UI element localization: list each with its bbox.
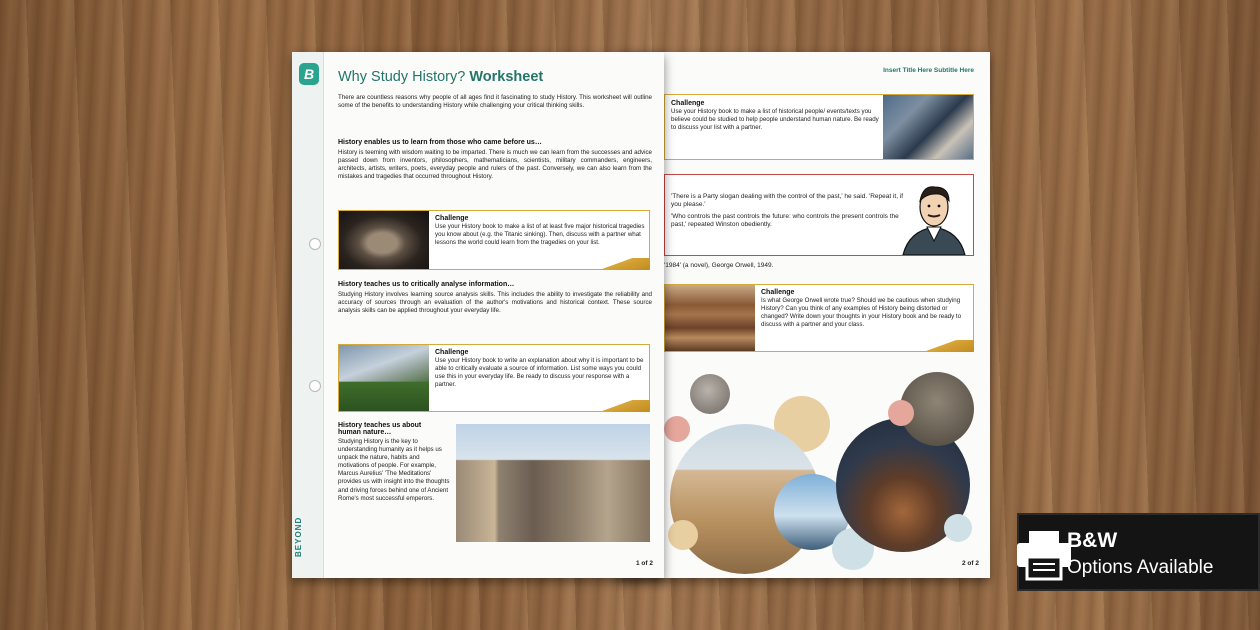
orwell-portrait-icon <box>899 179 969 255</box>
challenge2-heading: Challenge <box>435 349 469 356</box>
challenge4-text: Is what George Orwell wrote true? Should we be cautious when studying History? Can you think of any examples of History being distorted or changed? Write down your thoughts in your History book and be ready to discuss with a partner and your class. <box>761 297 962 328</box>
page-number: 2 of 2 <box>962 560 979 567</box>
worksheet-page-2 <box>618 52 990 578</box>
machu-picchu-image <box>339 345 429 411</box>
challenge1-heading: Challenge <box>435 215 469 222</box>
beyond-logo-icon: B <box>299 63 319 85</box>
page-number: 1 of 2 <box>636 560 653 567</box>
title-regular: Why Study History? <box>338 69 466 85</box>
quote-line-1: 'There is a Party slogan dealing with the control of the past,' he said. 'Repeat it, if you please.' <box>671 193 904 209</box>
quote-line-2: 'Who controls the past controls the future: who controls the present controls the past,' repeated Winston obediently. <box>671 212 899 228</box>
section2-heading: History teaches us to critically analyse information… <box>338 281 515 288</box>
decor-circle <box>664 416 690 442</box>
section3-heading-line1: History teaches us about <box>338 422 422 429</box>
header-subtitle: Insert Title Here Subtitle Here <box>883 67 974 74</box>
section3-heading-line2: human nature… <box>338 429 392 436</box>
bw-options-badge <box>1017 513 1260 591</box>
section1-heading: History enables us to learn from those who came before us… <box>338 139 542 146</box>
decor-circle <box>944 514 972 542</box>
printer-icon <box>1013 527 1075 581</box>
gold-swoosh <box>914 340 974 352</box>
binding-strip <box>292 52 324 578</box>
badge-subtitle: Options Available <box>1067 557 1214 578</box>
punch-hole <box>309 380 321 392</box>
challenge3-heading: Challenge <box>671 100 705 107</box>
challenge-box-4 <box>664 284 974 352</box>
quote-box <box>664 174 974 256</box>
statue-photo-circle <box>690 374 730 414</box>
decor-circle <box>668 520 698 550</box>
gold-swoosh <box>590 400 650 412</box>
badge-title: B&W <box>1067 529 1118 552</box>
title-bold: Worksheet <box>469 69 544 85</box>
pantheon-image <box>456 424 650 542</box>
punch-hole <box>309 238 321 250</box>
worksheet-page-1 <box>292 52 664 578</box>
gold-swoosh <box>590 258 650 270</box>
worksheet-title <box>338 69 543 85</box>
challenge-box-3 <box>664 94 974 160</box>
challenge4-heading: Challenge <box>761 289 795 296</box>
challenge-box-1 <box>338 210 650 270</box>
jfk-photo-image <box>883 95 973 159</box>
challenge3-text: Use your History book to make a list of historical people/ events/texts you believe could be studied to help people understand human nature. Be ready to discuss your list with a partner. <box>671 108 879 131</box>
quote-source: '1984' (a novel), George Orwell, 1949. <box>664 262 774 269</box>
dante-bust-image <box>339 211 429 269</box>
decor-circle <box>888 400 914 426</box>
challenge-box-2 <box>338 344 650 412</box>
intro-paragraph: There are countless reasons why people of all ages find it fascinating to study History. This worksheet will outline some of the benefits to understanding History while challenging your critical thinking skills. <box>338 94 652 110</box>
old-books-image <box>665 285 755 351</box>
section1-paragraph: History is teeming with wisdom waiting to be imparted. There is much we can learn from the successes and advice passed down from inventors, philosophers, mathematicians, scientists, military commanders, engineers, architects, artists, writers, poets, everyday people and rulers of the past. Conversely, we can also learn from the mistakes and tragedies that occurred throughout History. <box>338 149 652 181</box>
brand-vertical: BEYOND <box>294 516 303 557</box>
section3-paragraph: Studying History is the key to understanding humanity as it helps us unpack the nature, habits and motivations of people. For example, Marcus Aurelius' 'The Meditations' provides us with insight into the thoughts and driving forces behind one of Ancient Rome's most successful emperors. <box>338 438 450 502</box>
challenge1-text: Use your History book to make a list of at least five major historical tragedies you know about (e.g. the Titanic sinking). Then, discuss with a partner what lessons the world could learn from the tragedies on your list. <box>435 223 645 246</box>
section2-paragraph: Studying History involves learning source analysis skills. This includes the ability to investigate the reliability and accuracy of sources through an evaluation of the author's motivations and historical context. These source analysis skills can be applied throughout your everyday life. <box>338 291 652 315</box>
challenge2-text: Use your History book to write an explanation about why it is important to be able to critically evaluate a source of information. List some ways you could use this in your everyday life. Be ready to discuss your response with a partner. <box>435 357 644 388</box>
